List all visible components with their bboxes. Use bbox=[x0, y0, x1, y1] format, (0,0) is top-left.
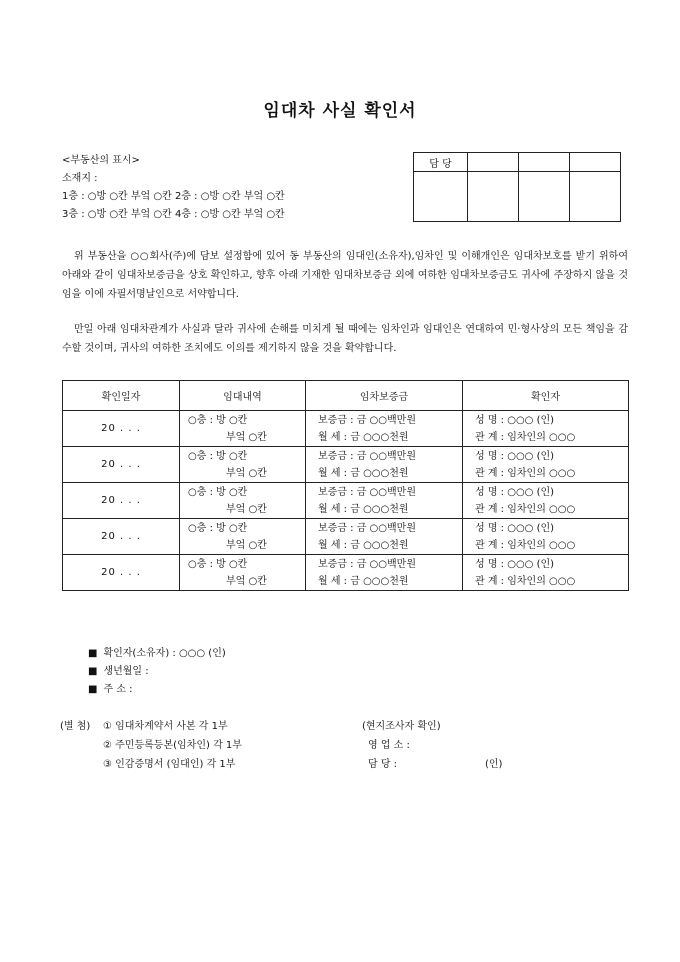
table-row bbox=[63, 483, 629, 519]
sign-slot-2 bbox=[519, 172, 570, 222]
row-confirmer-relation: 관 계 : 임차인의 ○○○ bbox=[475, 503, 576, 515]
header-deposit: 임차보증금 bbox=[306, 381, 463, 411]
sign-slot-3 bbox=[570, 172, 621, 222]
table-header-row bbox=[63, 381, 629, 411]
row-confirmer-relation: 관 계 : 임차인의 ○○○ bbox=[475, 539, 576, 551]
sign-slot-1-header bbox=[468, 153, 519, 172]
row-lease bbox=[180, 411, 306, 447]
row-confirmer-relation: 관 계 : 임차인의 ○○○ bbox=[475, 431, 576, 443]
row-monthly-rent: 월 세 : 금 ○○○천원 bbox=[318, 431, 409, 443]
row-lease bbox=[180, 555, 306, 591]
field-survey-seal: (인) bbox=[485, 759, 503, 770]
row-lease-kitchen: 부엌 ○칸 bbox=[226, 539, 267, 551]
row-confirmer-relation: 관 계 : 임차인의 ○○○ bbox=[475, 467, 576, 479]
confirmer-birthdate-line bbox=[88, 663, 149, 680]
row-lease-floor: ○층 : 방 ○칸 bbox=[188, 558, 248, 570]
row-lease-floor: ○층 : 방 ○칸 bbox=[188, 450, 248, 462]
row-lease bbox=[180, 483, 306, 519]
table-row bbox=[63, 411, 629, 447]
declaration-paragraph: 위 부동산을 ○○회사(주)에 담보 설정함에 있어 동 부동산의 임대인(소유자),임차인 및 이해개인은 임대차보호를 받기 위하여 아래와 같이 임대차보증금을 상호 확인하고, 향후 아래 기재한 임대차보증금 외에 여하한 임대차보증금도 귀사에 주장하지 않을 것임을 이에 자필서명날인으로 서약합니다. bbox=[62, 251, 628, 300]
row-confirmer-relation: 관 계 : 임차인의 ○○○ bbox=[475, 575, 576, 587]
square-bullet-icon: ■ bbox=[88, 648, 98, 659]
row-confirmer bbox=[463, 447, 629, 483]
header-confirm-date: 확인일자 bbox=[63, 381, 180, 411]
row-deposit-amount: 보증금 : 금 ○○백만원 bbox=[318, 522, 416, 534]
row-date: 20 . . . bbox=[63, 447, 180, 483]
field-survey-title: (현지조사자 확인) bbox=[362, 721, 441, 732]
row-confirmer-name: 성 명 : ○○○ (인) bbox=[475, 522, 555, 534]
row-confirmer-name: 성 명 : ○○○ (인) bbox=[475, 450, 555, 462]
row-deposit bbox=[306, 555, 463, 591]
row-deposit-amount: 보증금 : 금 ○○백만원 bbox=[318, 558, 416, 570]
row-lease-floor: ○층 : 방 ○칸 bbox=[188, 486, 248, 498]
row-deposit-amount: 보증금 : 금 ○○백만원 bbox=[318, 414, 416, 426]
row-date: 20 . . . bbox=[63, 411, 180, 447]
row-date: 20 . . . bbox=[63, 519, 180, 555]
property-floors-1-2: 1층 : ○방 ○칸 부엌 ○칸 2층 : ○방 ○칸 부엌 ○칸 bbox=[62, 191, 285, 202]
attachment-item-3: ③ 인감증명서 (임대인) 각 1부 bbox=[103, 759, 236, 770]
sign-slot-1 bbox=[468, 172, 519, 222]
row-lease-kitchen: 부엌 ○칸 bbox=[226, 575, 267, 587]
row-lease-kitchen: 부엌 ○칸 bbox=[226, 503, 267, 515]
row-lease-floor: ○층 : 방 ○칸 bbox=[188, 414, 248, 426]
row-date: 20 . . . bbox=[63, 555, 180, 591]
attachment-label: (별 첨) bbox=[60, 721, 91, 732]
confirmer-address: 주 소 : bbox=[103, 684, 133, 695]
row-confirmer bbox=[463, 483, 629, 519]
row-lease-kitchen: 부엌 ○칸 bbox=[226, 431, 267, 443]
confirmer-address-line bbox=[88, 681, 133, 698]
header-confirmer: 확인자 bbox=[463, 381, 629, 411]
row-monthly-rent: 월 세 : 금 ○○○천원 bbox=[318, 575, 409, 587]
row-lease-kitchen: 부엌 ○칸 bbox=[226, 467, 267, 479]
row-deposit bbox=[306, 447, 463, 483]
property-header: <부동산의 표시> bbox=[62, 155, 140, 166]
row-monthly-rent: 월 세 : 금 ○○○천원 bbox=[318, 503, 409, 515]
lease-confirmation-table bbox=[62, 380, 629, 591]
row-confirmer-name: 성 명 : ○○○ (인) bbox=[475, 558, 555, 570]
attachment-item-2: ② 주민등록등본(임차인) 각 1부 bbox=[103, 740, 242, 751]
row-confirmer-name: 성 명 : ○○○ (인) bbox=[475, 414, 555, 426]
property-floors-3-4: 3층 : ○방 ○칸 부엌 ○칸 4층 : ○방 ○칸 부엌 ○칸 bbox=[62, 209, 285, 220]
approval-sign-box bbox=[413, 152, 621, 222]
table-row bbox=[63, 555, 629, 591]
property-location: 소재지 : bbox=[62, 173, 98, 184]
row-confirmer bbox=[463, 519, 629, 555]
row-monthly-rent: 월 세 : 금 ○○○천원 bbox=[318, 467, 409, 479]
header-lease-details: 임대내역 bbox=[180, 381, 306, 411]
document-title: 임대차 사실 확인서 bbox=[263, 101, 417, 121]
square-bullet-icon: ■ bbox=[88, 666, 98, 677]
sign-slot-3-header bbox=[570, 153, 621, 172]
square-bullet-icon: ■ bbox=[88, 684, 98, 695]
sign-slot-2-header bbox=[519, 153, 570, 172]
sign-box-label: 담 당 bbox=[414, 153, 468, 172]
row-deposit bbox=[306, 519, 463, 555]
liability-paragraph: 만일 아래 임대차관계가 사실과 달라 귀사에 손해를 미치게 될 때에는 임차인과 임대인은 연대하여 민·형사상의 모든 책임을 감수할 것이며, 귀사의 여하한 조치에도 이의를 제기하지 않을 것을 확약합니다. bbox=[62, 324, 628, 354]
table-row bbox=[63, 519, 629, 555]
row-confirmer bbox=[463, 555, 629, 591]
confirmer-owner-line bbox=[88, 645, 226, 662]
table-row bbox=[63, 447, 629, 483]
attachment-item-1: ① 임대차계약서 사본 각 1부 bbox=[103, 721, 228, 732]
row-confirmer-name: 성 명 : ○○○ (인) bbox=[475, 486, 555, 498]
row-lease bbox=[180, 447, 306, 483]
row-deposit-amount: 보증금 : 금 ○○백만원 bbox=[318, 450, 416, 462]
row-deposit bbox=[306, 411, 463, 447]
row-date: 20 . . . bbox=[63, 483, 180, 519]
field-survey-officer: 담 당 : bbox=[368, 759, 398, 770]
row-monthly-rent: 월 세 : 금 ○○○천원 bbox=[318, 539, 409, 551]
row-confirmer bbox=[463, 411, 629, 447]
confirmer-birthdate: 생년월일 : bbox=[103, 666, 149, 677]
row-deposit bbox=[306, 483, 463, 519]
row-deposit-amount: 보증금 : 금 ○○백만원 bbox=[318, 486, 416, 498]
confirmer-owner: 확인자(소유자) : ○○○ (인) bbox=[103, 648, 226, 659]
field-survey-office: 영 업 소 : bbox=[368, 740, 410, 751]
sign-box-empty bbox=[414, 172, 468, 222]
row-lease-floor: ○층 : 방 ○칸 bbox=[188, 522, 248, 534]
row-lease bbox=[180, 519, 306, 555]
